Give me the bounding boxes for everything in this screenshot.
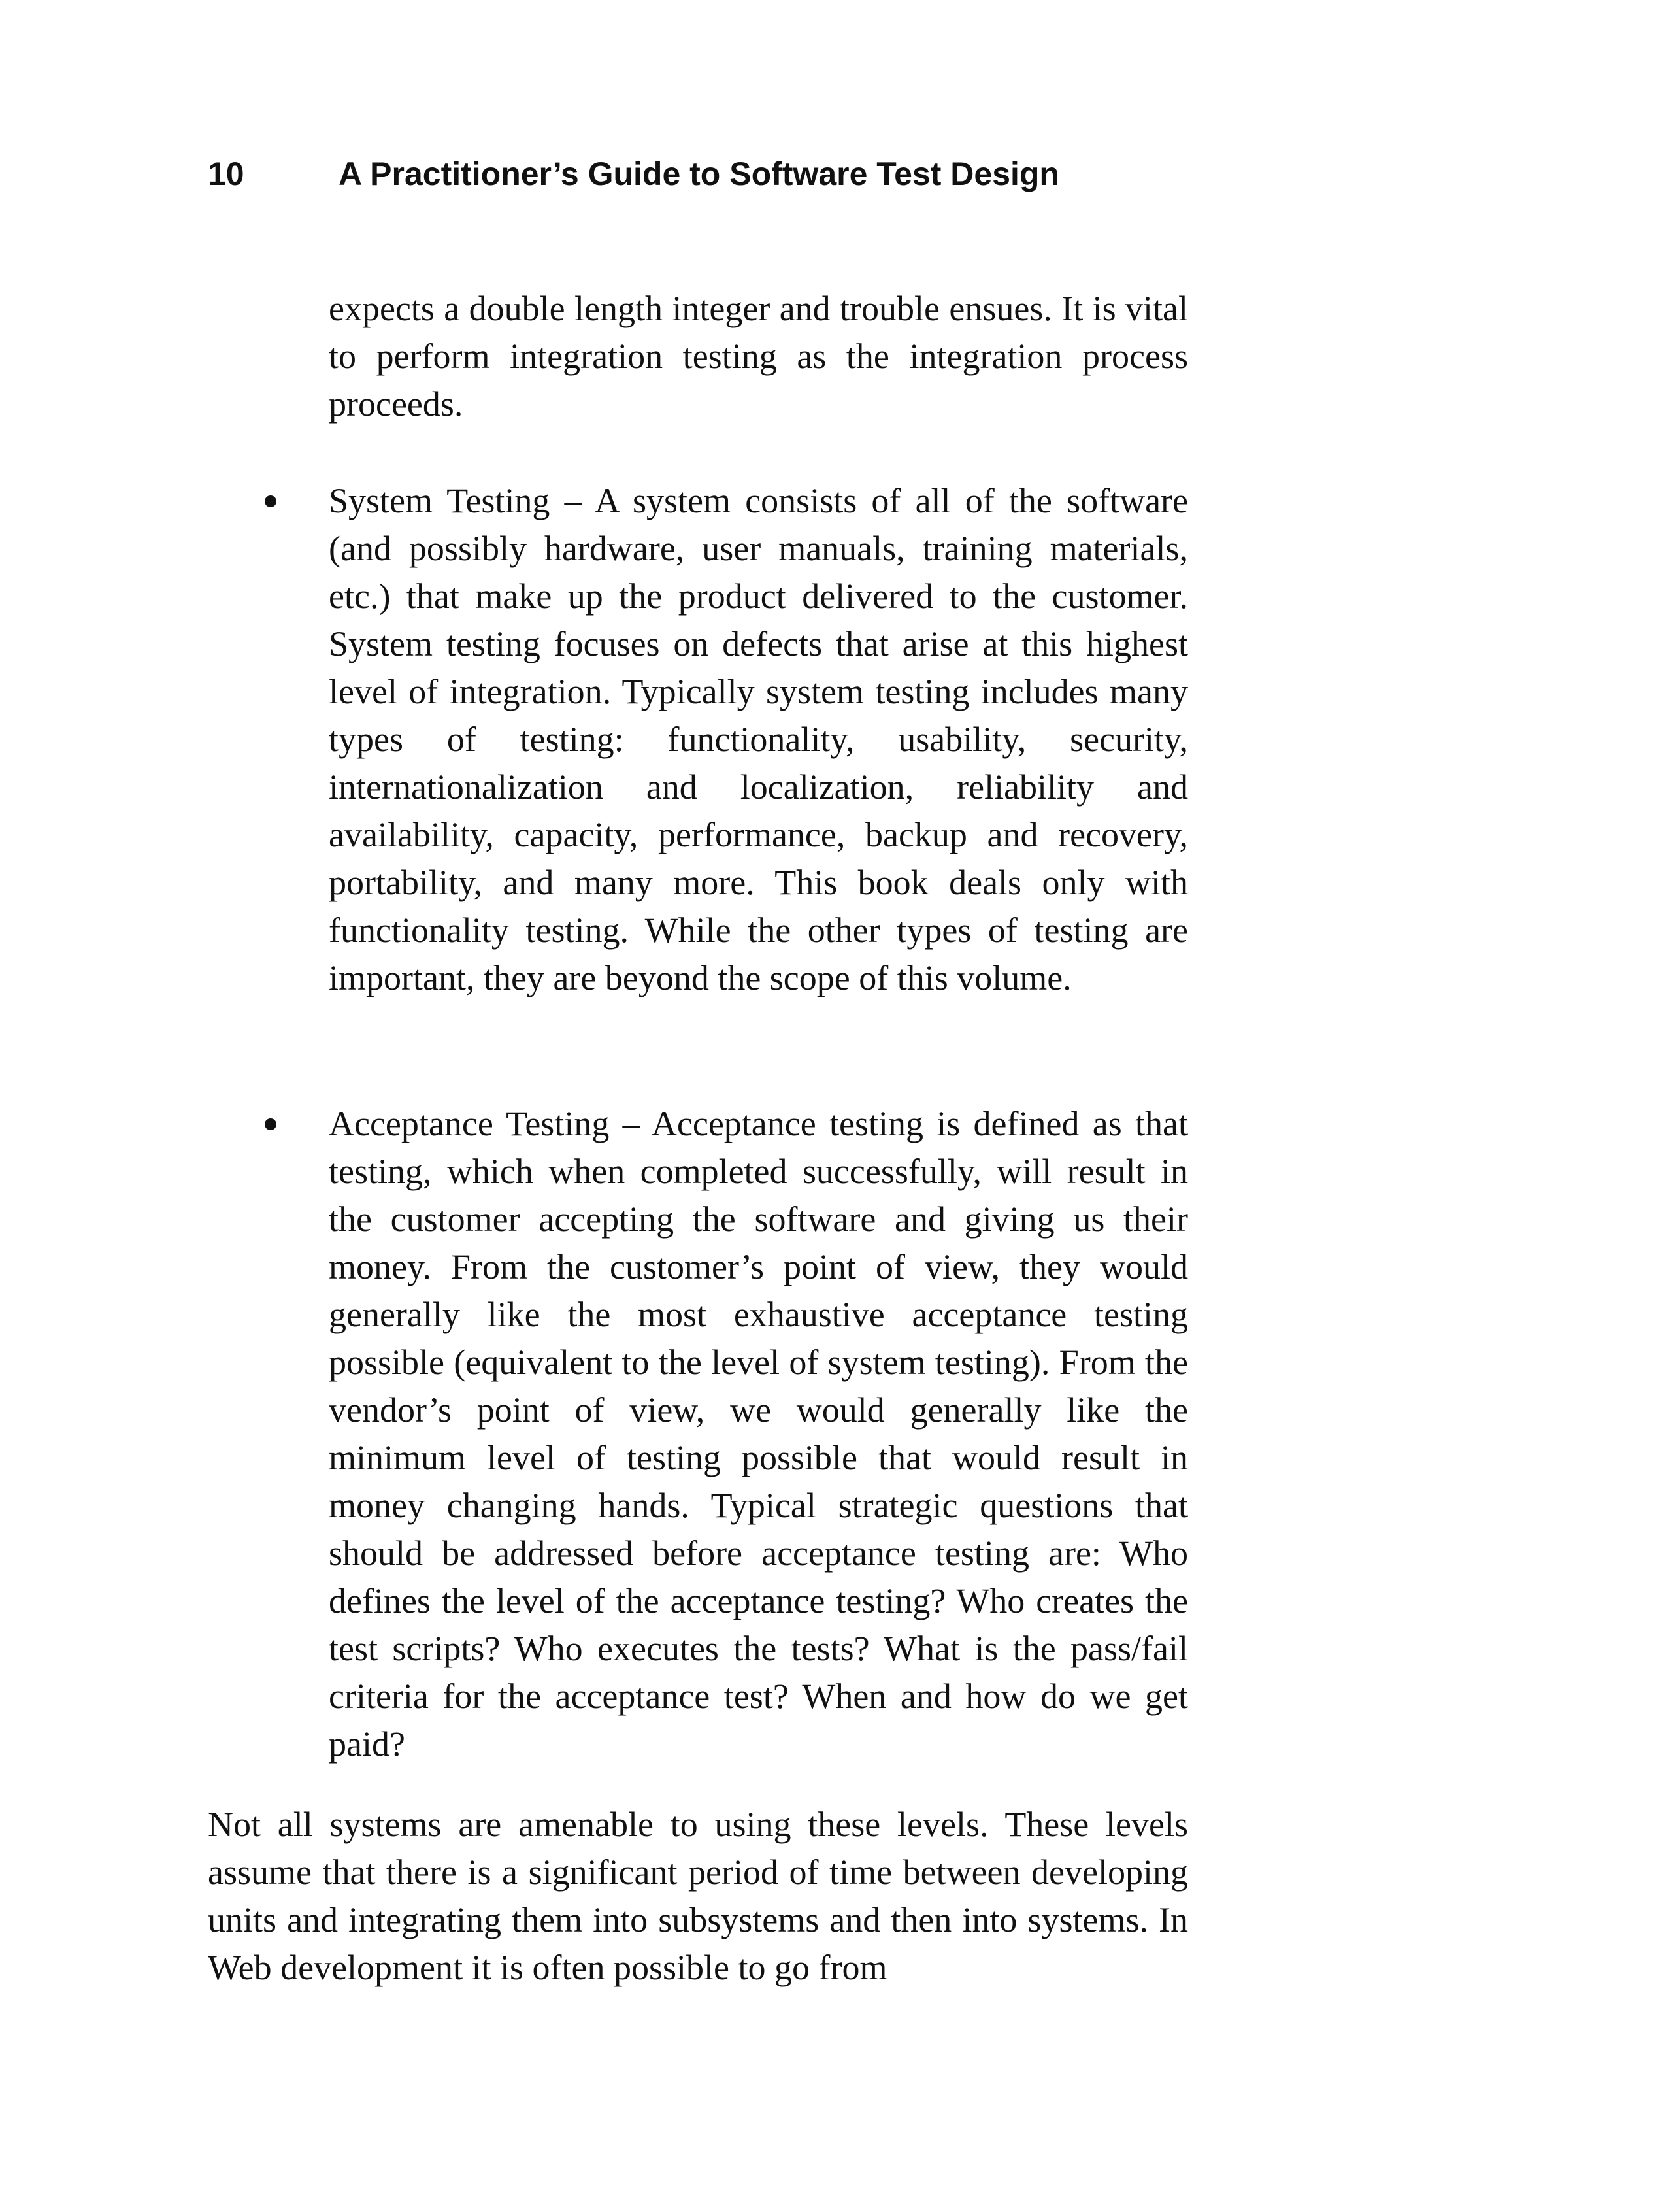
page-number: 10 [208,156,244,192]
bullet-point [265,495,276,507]
bullet-item-system-testing [329,477,1188,1002]
book-title: A Practitioner’s Guide to Software Test Design [339,156,1059,192]
closing-paragraph: Not all systems are amenable to using these levels. These levels assume that there is a significant period of time between developing units and integrating them into subsystems and then into systems. In Web development it is often possible to go from [208,1805,1188,1987]
bullet-item-acceptance-testing [329,1100,1188,1768]
continuation-paragraph: expects a double length integer and trouble ensues. It is vital to perform integration testing as the integration process proceeds. [329,289,1188,424]
bullet-text: Acceptance Testing – Acceptance testing is defined as that testing, which when completed successfully, will result in the customer accepting the software and giving us their money. From the customer’s point of view, they would generally like the most exhaustive acceptance testing possible (equivalent to the level of system testing). From the vendor’s point of view, we would generally like the minimum level of testing possible that would result in money changing hands. Typical strategic questions that should be addressed before acceptance testing are: Who defines the level of the acceptance testing? Who creates the test scripts? Who executes the tests? What is the pass/fail criteria for the acceptance test? When and how do we get paid? [329,1104,1188,1764]
bullet-text: System Testing – A system consists of all of the software (and possibly hardware, user manuals, training materials, etc.) that make up the product delivered to the customer. System testing focuses on defects that arise at this highest level of integration. Typically system testing includes many types of testing: functionality, usability, security, internationalization and localization, reliability and availability, capacity, performance, backup and recovery, portability, and many more. This book deals only with functionality testing. While the other types of testing are important, they are beyond the scope of this volume. [329,481,1188,997]
running-head [208,154,1059,193]
bullet-point [265,1118,276,1130]
